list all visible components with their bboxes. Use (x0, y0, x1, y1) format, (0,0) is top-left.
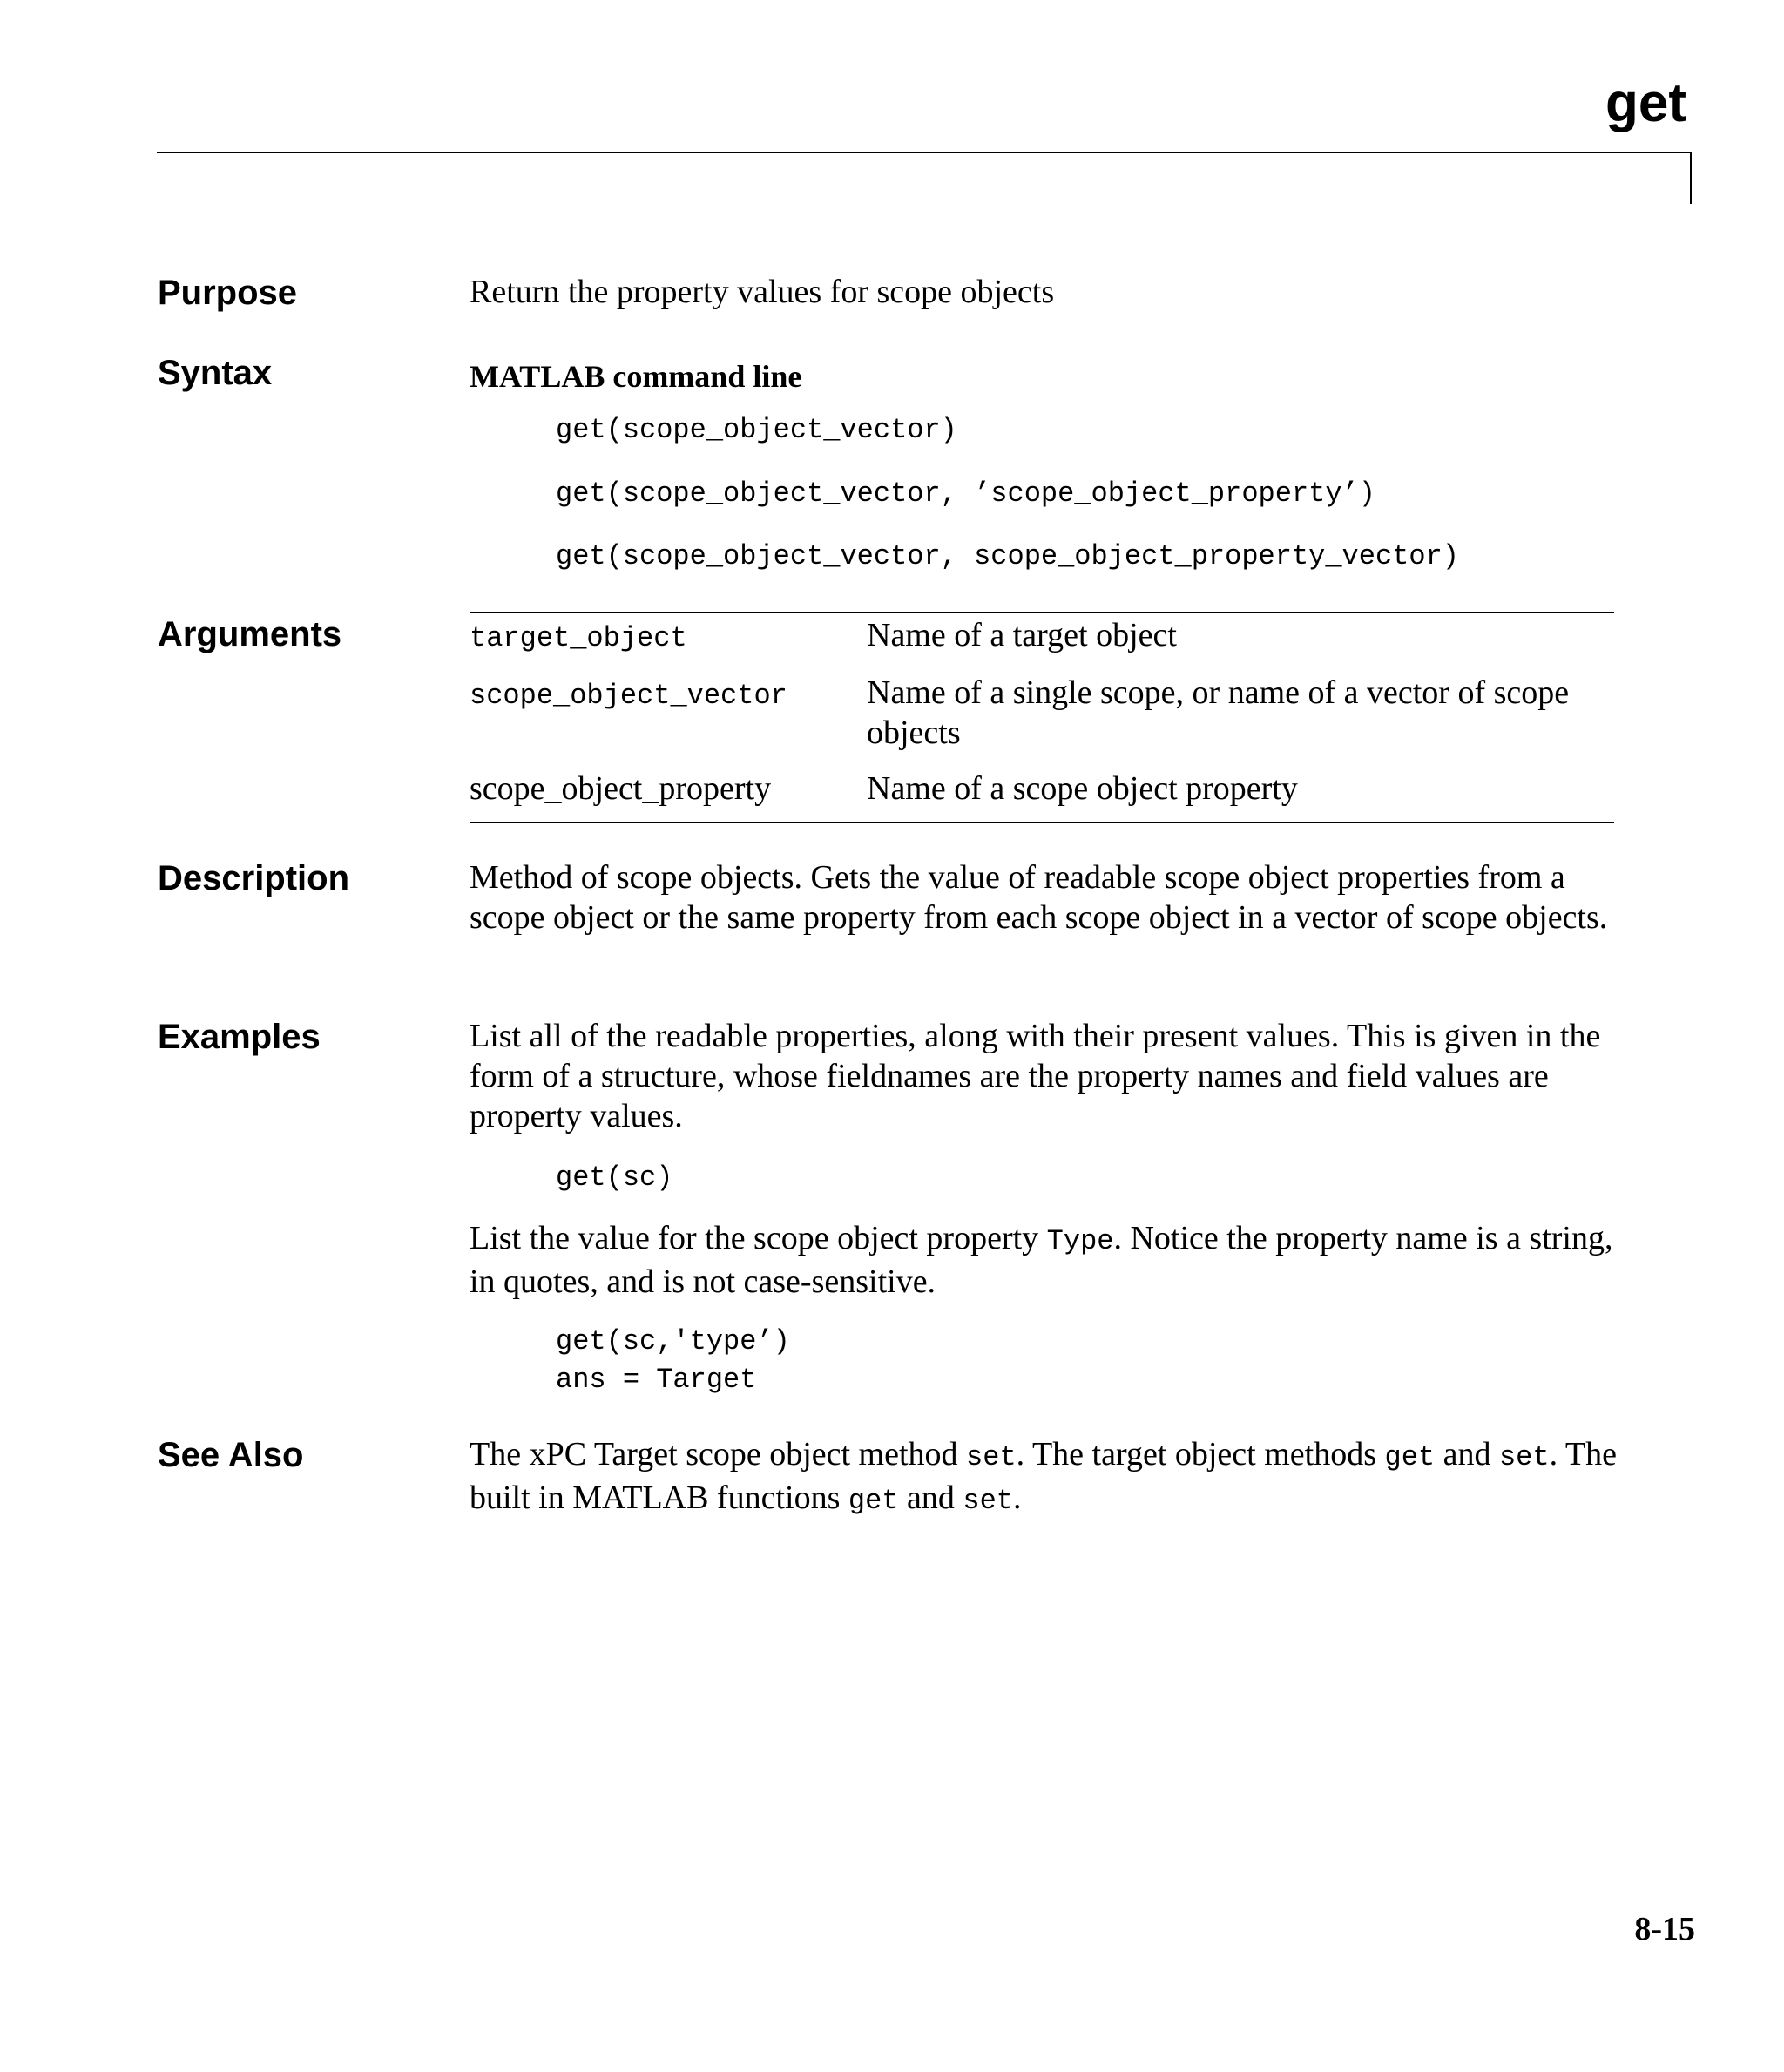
syntax-line-1: get(scope_object_vector) (556, 414, 957, 446)
arguments-table-bottom-rule (470, 822, 1614, 823)
arguments-table-top-rule (470, 612, 1614, 613)
header-rule (157, 152, 1692, 153)
header-rule-tick (1690, 152, 1692, 204)
see-also-heading: See Also (158, 1436, 304, 1474)
examples-paragraph-2: List the value for the scope object property Type. Notice the property name is a string, in quotes, and is not case-sensitive. (470, 1220, 1613, 1300)
description-text: Method of scope objects. Gets the value of readable scope object properties from a scope object or the same property from each scope object in a vector of scope objects. (470, 859, 1608, 936)
syntax-line-3: get(scope_object_vector, scope_object_property_vector) (556, 540, 1459, 572)
syntax-heading: Syntax (158, 354, 273, 392)
argument-description: Name of a single scope, or name of a vector of scope objects (867, 674, 1570, 751)
argument-description: Name of a target object (867, 617, 1177, 653)
page-title: get (1605, 73, 1686, 133)
examples-code-2: get(sc,'type’) ans = Target (556, 1325, 790, 1396)
argument-name: scope_object_vector (470, 680, 787, 712)
purpose-text: Return the property values for scope objects (470, 274, 1055, 310)
page-number: 8-15 (1634, 1911, 1695, 1947)
examples-heading: Examples (158, 1018, 321, 1056)
syntax-subheading: MATLAB command line (470, 359, 802, 394)
argument-name: target_object (470, 622, 687, 654)
argument-name: scope_object_property (470, 770, 772, 807)
argument-description: Name of a scope object property (867, 770, 1298, 807)
syntax-line-2: get(scope_object_vector, ’scope_object_property’) (556, 477, 1375, 510)
purpose-heading: Purpose (158, 274, 298, 312)
examples-code-1: get(sc) (556, 1161, 673, 1194)
arguments-heading: Arguments (158, 615, 342, 653)
see-also-text: The xPC Target scope object method set. The target object methods get and set. The built in MATLAB functions get and set. (470, 1436, 1617, 1517)
description-heading: Description (158, 859, 350, 897)
examples-paragraph-1: List all of the readable properties, along with their present values. This is given in the form of a structure, whose fieldnames are the property names and field values are property values. (470, 1018, 1601, 1134)
